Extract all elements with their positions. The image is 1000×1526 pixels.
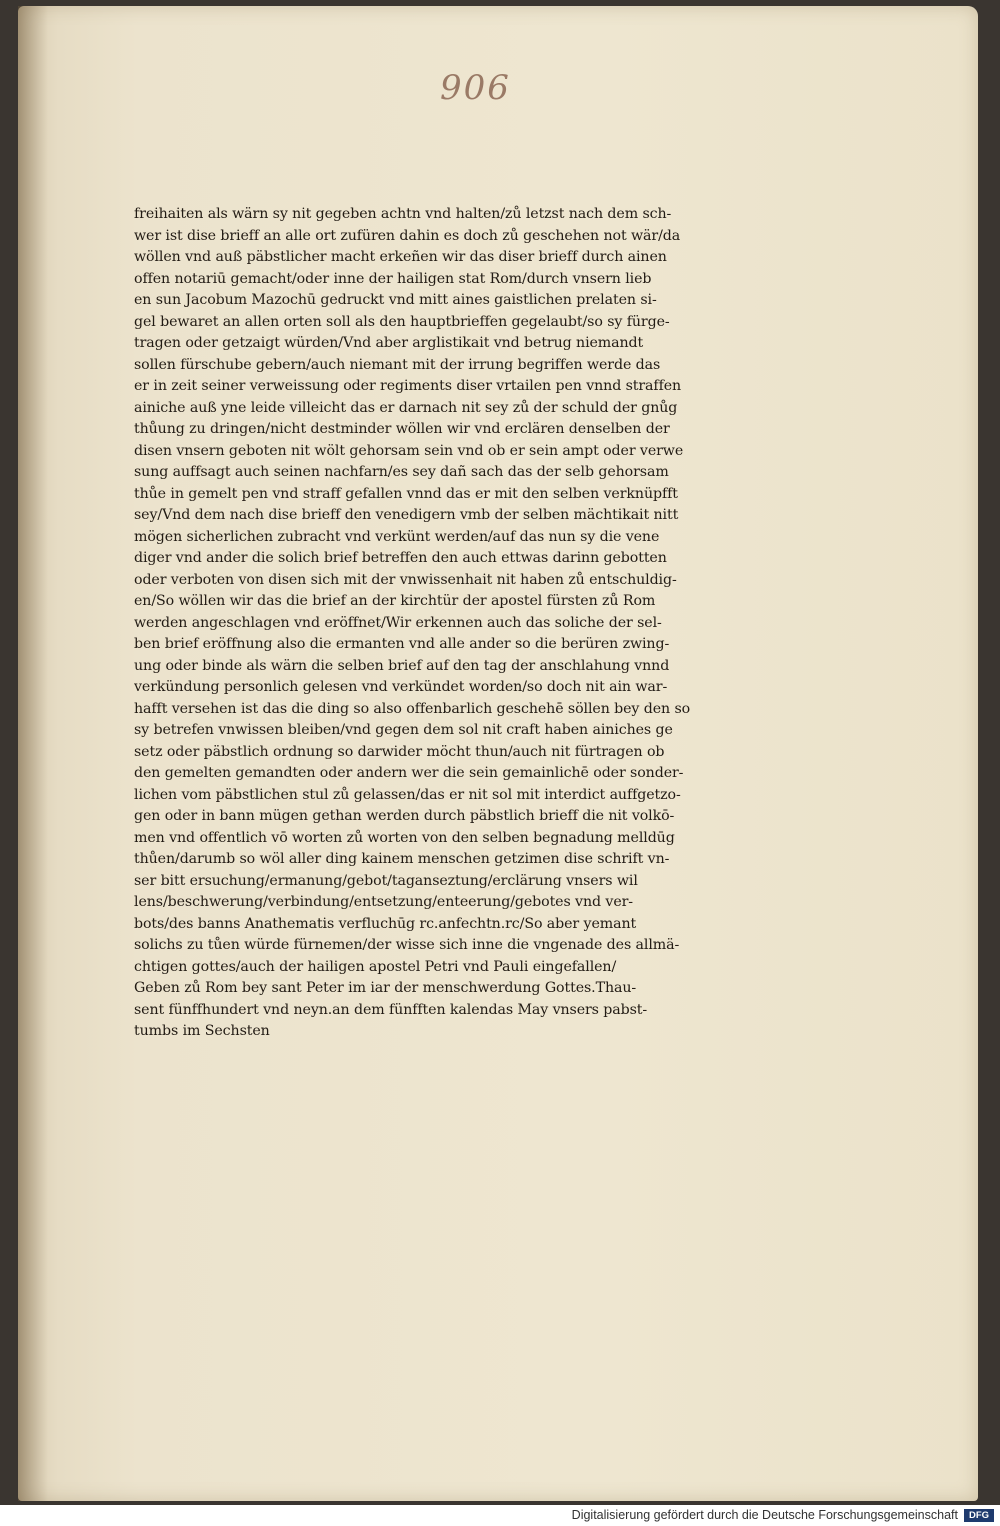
text-line: tragen oder getzaigt würden/Vnd aber arglistikait vnd betrug niemandt [134, 335, 644, 351]
text-line: mögen sicherlichen zubracht vnd verkünt werden/auf das nun sy die vene [134, 528, 660, 545]
text-line: sung auffsagt auch seinen nachfarn/es sey dañ sach das der selb gehorsam [134, 464, 669, 480]
footer-bar [0, 1505, 1000, 1526]
text-line: ser bitt ersuchung/ermanung/gebot/taganseztung/erclärung vnsers wil [134, 872, 638, 889]
text-line: en/So wöllen wir das die brief an der kirchtür der apostel fürsten zů Rom [134, 593, 656, 609]
text-line: gel bewaret an allen orten soll als den hauptbrieffen gegelaubt/so sy fürge- [134, 313, 670, 330]
text-line: ben brief eröffnung also die ermanten vnd alle ander so die berüren zwing- [134, 636, 670, 652]
text-line: wöllen vnd auß päbstlicher macht erkeñen wir das diser brieff durch ainen [134, 249, 667, 265]
text-line: men vnd offentlich vō worten zů worten von den selben begnadung melldūg [134, 829, 675, 846]
text-line: diger vnd ander die solich brief betreffen den auch ettwas darinn gebotten [134, 550, 667, 566]
text-line: thůe in gemelt pen vnd straff gefallen vnnd das er mit den selben verknüpfft [134, 485, 678, 502]
text-line: den gemelten gemandten oder andern wer die sein gemainlichē oder sonder- [134, 765, 684, 781]
text-line: ainiche auß yne leide villeicht das er darnach nit sey zů der schuld der gnůg [134, 399, 678, 416]
text-line: offen notariū gemacht/oder inne der hailigen stat Rom/durch vnsern lieb [134, 270, 652, 287]
text-line: tumbs im Sechsten [134, 1023, 270, 1039]
text-line: werden angeschlagen vnd eröffnet/Wir erkennen auch das soliche der sel- [134, 614, 662, 631]
text-line: Geben zů Rom bey sant Peter im iar der menschwerdung Gottes.Thau- [134, 980, 637, 996]
text-line: sent fünffhundert vnd neyn.an dem fünfften kalendas May vnsers pabst- [134, 1001, 648, 1018]
text-line: sollen fürschube gebern/auch niemant mit der irrung begriffen werde das [134, 356, 661, 373]
text-line: thůung zu dringen/nicht destminder wöllen wir vnd erclären denselben der [134, 421, 670, 437]
text-line: gen oder in bann mügen gethan werden durch päbstlich brieff die nit volkō- [134, 808, 675, 824]
text-line: ung oder binde als wärn die selben brief auf den tag der anschlahung vnnd [134, 657, 670, 674]
text-line: en sun Jacobum Mazochū gedruckt vnd mitt aines gaistlichen prelaten si- [134, 292, 657, 308]
text-line: er in zeit seiner verweissung oder regiments diser vrtailen pen vnnd straffen [134, 378, 682, 394]
text-block [134, 204, 774, 1043]
text-line: freihaiten als wärn sy nit gegeben achtn vnd halten/zů letzst nach dem sch- [134, 206, 672, 222]
page-gutter-shadow [18, 6, 48, 1501]
dfg-logo-icon: DFG [964, 1509, 994, 1522]
text-line: wer ist dise brieff an alle ort zufüren dahin es doch zů geschehen not wär/da [134, 227, 681, 244]
text-line: verkündung personlich gelesen vnd verkündet worden/so doch nit ain war- [134, 679, 668, 695]
text-line: oder verboten von disen sich mit der vnwissenhait nit haben zů entschuldig- [134, 571, 677, 588]
text-line: solichs zu tůen würde fürnemen/der wisse sich inne die vngenade des allmä- [134, 937, 680, 953]
footer-credit: Digitalisierung gefördert durch die Deutsche Forschungsgemeinschaft [571, 1508, 958, 1522]
text-line: hafft versehen ist das die ding so also offenbarlich geschehē söllen bey den so [134, 700, 691, 717]
text-line: disen vnsern geboten nit wölt gehorsam sein vnd ob er sein ampt oder verwe [134, 442, 684, 459]
text-line: thůen/darumb so wöl aller ding kainem menschen getzimen dise schrift vn- [134, 851, 670, 867]
text-line: sy betrefen vnwissen bleiben/vnd gegen dem sol nit craft haben ainiches ge [134, 722, 673, 738]
text-line: lens/beschwerung/verbindung/entsetzung/enteerung/gebotes vnd ver- [134, 894, 633, 910]
text-line: sey/Vnd dem nach dise brieff den venedigern vmb der selben mächtikait nitt [134, 507, 679, 523]
text-line: setz oder päbstlich ordnung so darwider möcht thun/auch nit fürtragen ob [134, 743, 665, 760]
text-line: chtigen gottes/auch der hailigen apostel Petri vnd Pauli eingefallen/ [134, 958, 617, 975]
text-line: bots/des banns Anathematis verfluchūg rc.anfechtn.rc/So aber yemant [134, 915, 637, 932]
text-line: lichen vom päbstlichen stul zů gelassen/das er nit sol mit interdict auffgetzo- [134, 786, 681, 803]
folio-number: 906 [440, 68, 511, 108]
